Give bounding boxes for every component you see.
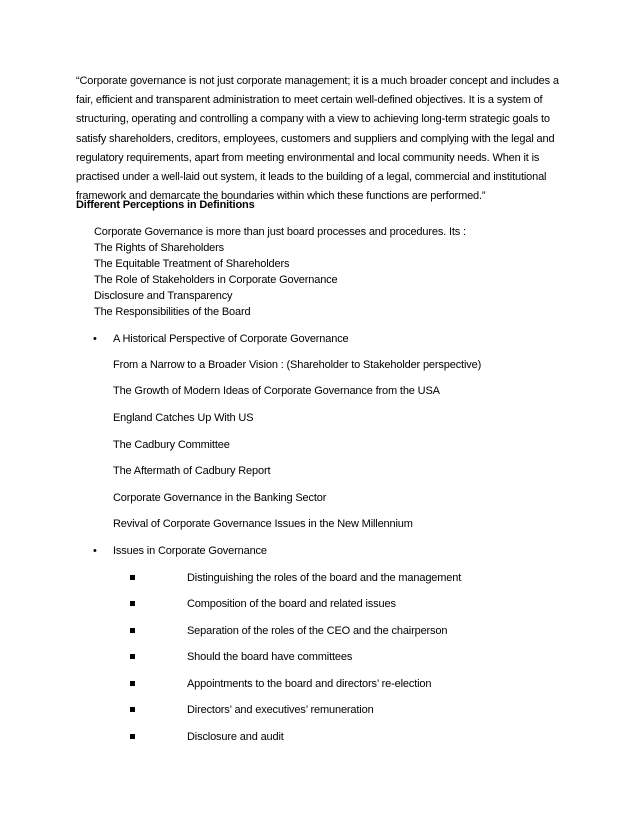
issue-item: Should the board have committees <box>187 651 353 663</box>
issues-title: Issues in Corporate Governance <box>113 545 267 557</box>
historical-item: The Growth of Modern Ideas of Corporate Governance from the USA <box>113 385 440 397</box>
issue-item: Disclosure and audit <box>187 731 284 743</box>
historical-item: From a Narrow to a Broader Vision : (Shareholder to Stakeholder perspective) <box>113 359 482 371</box>
quote-line: structuring, operating and controlling a company with a view to achieving long-term strategic goals to <box>76 113 550 126</box>
square-bullet-icon <box>130 654 135 659</box>
historical-item: Revival of Corporate Governance Issues in the New Millennium <box>113 518 413 530</box>
perception-item: The Rights of Shareholders <box>94 242 225 254</box>
square-bullet-icon <box>130 734 135 739</box>
square-bullet-icon <box>130 628 135 633</box>
perception-item: The Role of Stakeholders in Corporate Governance <box>94 274 338 286</box>
perceptions-list <box>94 224 466 320</box>
definition-quote <box>76 72 566 206</box>
issue-item: Composition of the board and related issues <box>187 598 396 610</box>
historical-item: England Catches Up With US <box>113 412 254 424</box>
square-bullet-icon <box>130 575 135 580</box>
square-bullet-icon <box>130 681 135 686</box>
quote-line: practised under a well-laid out system, it leads to the building of a legal, commercial and institutional <box>76 170 547 183</box>
issue-item: Appointments to the board and directors’ re-election <box>187 678 432 690</box>
perception-item: The Responsibilities of the Board <box>94 306 251 318</box>
bullet-icon: • <box>93 545 97 557</box>
quote-line: regulatory requirements, apart from meeting environmental and local community needs. When it is <box>76 151 540 164</box>
perception-item: The Equitable Treatment of Shareholders <box>94 258 290 270</box>
historical-item: The Cadbury Committee <box>113 439 230 451</box>
bullet-icon: • <box>93 333 97 345</box>
historical-item: Corporate Governance in the Banking Sector <box>113 492 327 504</box>
square-bullet-icon <box>130 707 135 712</box>
historical-title: A Historical Perspective of Corporate Governance <box>113 333 349 345</box>
section-heading: Different Perceptions in Definitions <box>76 199 255 211</box>
quote-line: satisfy shareholders, creditors, employees, customers and suppliers and complying with the legal and <box>76 132 555 145</box>
perceptions-intro: Corporate Governance is more than just board processes and procedures. Its : <box>94 226 466 238</box>
issue-item: Separation of the roles of the CEO and the chairperson <box>187 625 448 637</box>
historical-item: The Aftermath of Cadbury Report <box>113 465 271 477</box>
issue-item: Distinguishing the roles of the board and the management <box>187 572 462 584</box>
perception-item: Disclosure and Transparency <box>94 290 233 302</box>
quote-line: framework and demarcate the boundaries within which these functions are performed.” <box>76 190 486 203</box>
issue-item: Directors’ and executives’ remuneration <box>187 704 374 716</box>
quote-line: fair, efficient and transparent administration to meet certain well-defined objectives. It is a system of <box>76 94 543 107</box>
quote-line: “Corporate governance is not just corporate management; it is a much broader concept and includes a <box>76 75 559 87</box>
square-bullet-icon <box>130 601 135 606</box>
